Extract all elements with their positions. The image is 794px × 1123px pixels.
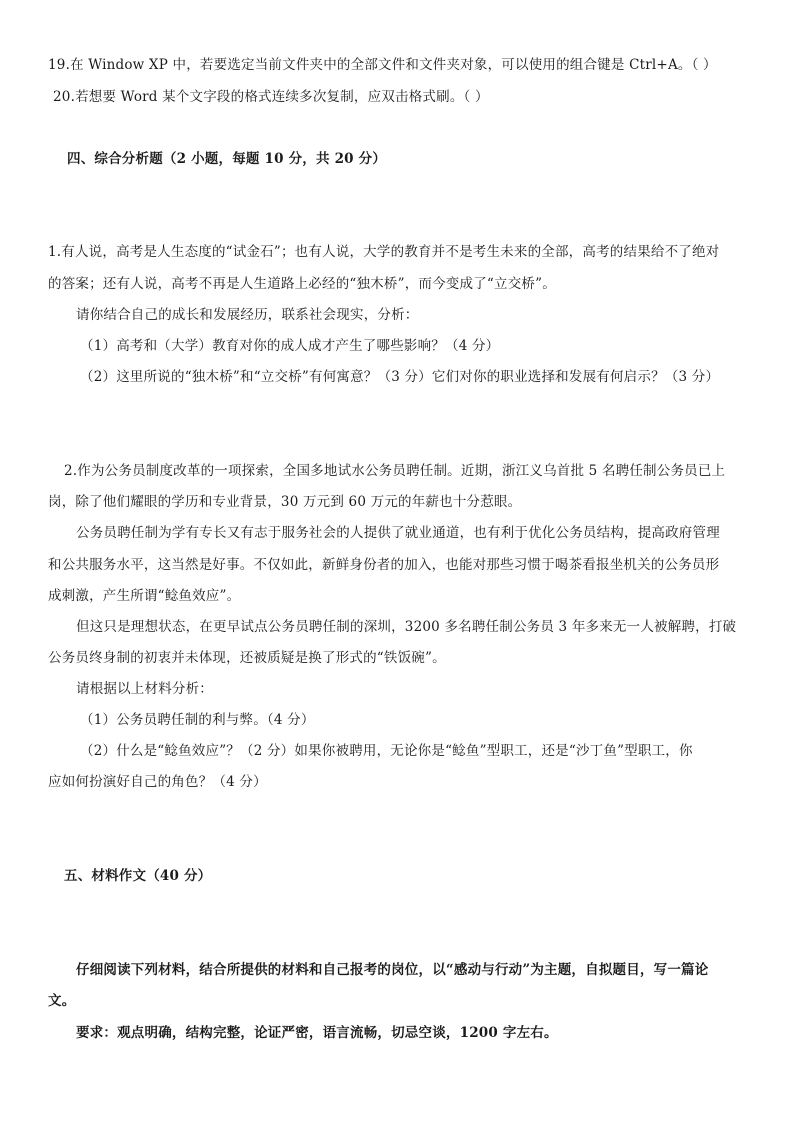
q1-subquestion-1: （1）高考和（大学）教育对你的成人成才产生了哪些影响？（4 分） [80, 338, 500, 354]
q2-prompt: 请根据以上材料分析： [76, 681, 213, 697]
judgment-question-19: 19.在 Window XP 中，若要选定当前文件夹中的全部文件和文件夹对象，可以使用的组合键是 Ctrl+A。（ ） [48, 57, 717, 73]
q2-paragraph-2-line-3: 成刺激，产生所谓“鲶鱼效应”。 [48, 588, 241, 604]
q2-paragraph-2-line-2: 和公共服务水平，这当然是好事。不仅如此，新鲜身份者的加入，也能对那些习惯于喝茶看报坐机关的公务员形 [48, 557, 720, 573]
section-5-heading: 五、材料作文（40 分） [64, 868, 212, 884]
q1-subquestion-2: （2）这里所说的“独木桥”和“立交桥”有何寓意？（3 分）它们对你的职业选择和发展有何启示？（3 分） [80, 369, 720, 385]
q2-paragraph-3-line-1: 但这只是理想状态，在更早试点公务员聘任制的深圳，3200 多名聘任制公务员 3 年多来无一人被解聘，打破 [76, 619, 737, 635]
q2-paragraph-3-line-2: 公务员终身制的初衷并未体现，还被质疑是换了形式的“铁饭碗”。 [48, 650, 446, 666]
q2-subquestion-2-line-1: （2）什么是“鲶鱼效应”？（2 分）如果你被聘用，无论你是“鲶鱼”型职工，还是“沙丁鱼”型职工，你 [80, 743, 693, 759]
q1-prompt: 请你结合自己的成长和发展经历，联系社会现实，分析： [76, 307, 419, 323]
essay-instruction-line-1: 仔细阅读下列材料，结合所提供的材料和自己报考的岗位，以“感动与行动”为主题，自拟题目，写一篇论 [76, 962, 709, 978]
essay-requirements: 要求：观点明确，结构完整，论证严密，语言流畅，切忌空谈，1200 字左右。 [76, 1025, 558, 1041]
q2-subquestion-1: （1）公务员聘任制的利与弊。（4 分） [80, 712, 315, 728]
q2-paragraph-2-line-1: 公务员聘任制为学有专长又有志于服务社会的人提供了就业通道，也有利于优化公务员结构，提高政府管理 [76, 525, 720, 541]
q1-paragraph-line-1: 1.有人说，高考是人生态度的“试金石”；也有人说，大学的教育并不是考生未来的全部，高考的结果给不了绝对 [48, 244, 720, 260]
q1-paragraph-line-2: 的答案；还有人说，高考不再是人生道路上必经的“独木桥”，而今变成了“立交桥”。 [48, 276, 556, 292]
judgment-question-20: 20.若想要 Word 某个文字段的格式连续多次复制，应双击格式刷。（ ） [53, 89, 489, 105]
essay-instruction-line-2: 文。 [48, 993, 76, 1009]
q2-paragraph-1-line-1: 2.作为公务员制度改革的一项探索，全国多地试水公务员聘任制。近期，浙江义乌首批 5 名聘任制公务员已上 [64, 463, 726, 479]
q2-subquestion-2-line-2: 应如何扮演好自己的角色？（4 分） [48, 774, 267, 790]
q2-paragraph-1-line-2: 岗，除了他们耀眼的学历和专业背景，30 万元到 60 万元的年薪也十分惹眼。 [48, 494, 522, 510]
section-4-heading: 四、综合分析题（2 小题，每题 10 分，共 20 分） [67, 151, 387, 167]
